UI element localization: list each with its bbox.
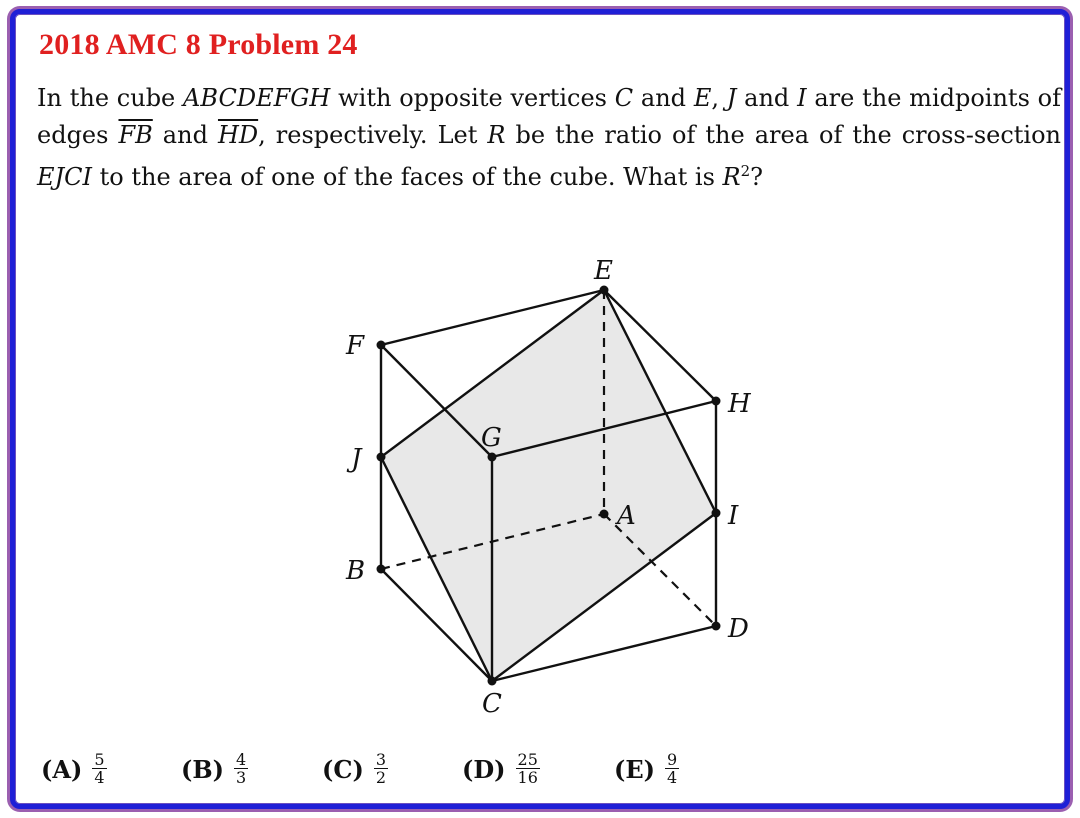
vertex-dot-E [600,286,609,295]
choice-fraction [665,751,679,786]
vertex-label-B: B [346,556,366,586]
vertex-dot-I [712,509,721,518]
problem-text: and [152,120,218,149]
vertex-ref: E [693,84,712,112]
choice-a [41,750,107,789]
problem-text: In the cube [37,84,184,112]
denominator: 4 [667,768,678,787]
choice-label: (B) [181,755,224,784]
vertex-label-C: C [482,689,502,719]
vertex-ref: C [614,84,634,112]
choice-label: (D) [462,755,506,784]
vertex-label-H: H [728,389,751,419]
vertex-dot-J [377,453,386,462]
numerator: 9 [667,750,678,769]
vertex-dot-G [488,453,497,462]
problem-text: are the midpoints of edges [37,84,1061,149]
denominator: 2 [375,768,386,787]
vertex-label-F: F [346,331,365,361]
problem-text: with opposite vertices [330,84,615,112]
choice-fraction [516,751,540,786]
vertex-label-D: D [728,614,749,644]
ratio-symbol: R [722,163,741,191]
vertex-dot-F [377,341,386,350]
section-name: EJCI [37,163,92,191]
vertex-label-E: E [594,256,613,286]
numerator: 5 [94,750,105,769]
problem-text: and [736,84,798,112]
choice-e [614,750,679,789]
problem-text: , [711,84,727,112]
problem-text: , respectively. Let [258,120,488,149]
cross-section-shading [381,290,716,681]
vertex-ref: I [797,84,807,112]
ratio-symbol: R [487,120,506,149]
choice-fraction [92,751,106,786]
numerator: 4 [236,750,247,769]
cube-name: ABCDEFGH [183,84,331,112]
choice-fraction [234,751,248,786]
edge-ref: $\overline{HD}$ [217,120,259,149]
problem-title: 2018 AMC 8 Problem 24 [39,28,358,61]
vertex-dot-B [377,565,386,574]
vertex-ref: J [726,84,737,112]
vertex-label-A: A [617,501,636,531]
choice-c [322,750,388,789]
choice-label: (C) [322,755,364,784]
numerator: 3 [375,750,386,769]
problem-text: ? [750,163,764,191]
vertex-dot-C [488,677,497,686]
vertex-label-J: J [351,444,362,474]
choice-fraction [374,751,388,786]
problem-text: to the area of one of the faces of the cube. What is [91,163,723,191]
choice-d [462,750,540,789]
numerator: 25 [517,750,538,769]
problem-text: and [633,84,694,112]
choice-label: (A) [41,755,83,784]
choice-label: (E) [614,755,656,784]
vertex-label-G: G [481,423,502,453]
vertex-dot-A [600,510,609,519]
denominator: 4 [94,768,105,787]
problem-card [10,9,1070,809]
cube-figure [15,14,1065,804]
vertex-label-I: I [728,501,739,531]
problem-text: be the ratio of the area of the cross-section [505,120,1062,149]
choice-b [181,750,248,789]
vertex-dot-H [712,397,721,406]
edge-ref: $\overline{FB}$ [118,120,153,149]
denominator: 3 [236,768,247,787]
denominator: 16 [517,768,538,787]
exponent: 2 [740,162,751,180]
vertex-dot-D [712,622,721,631]
